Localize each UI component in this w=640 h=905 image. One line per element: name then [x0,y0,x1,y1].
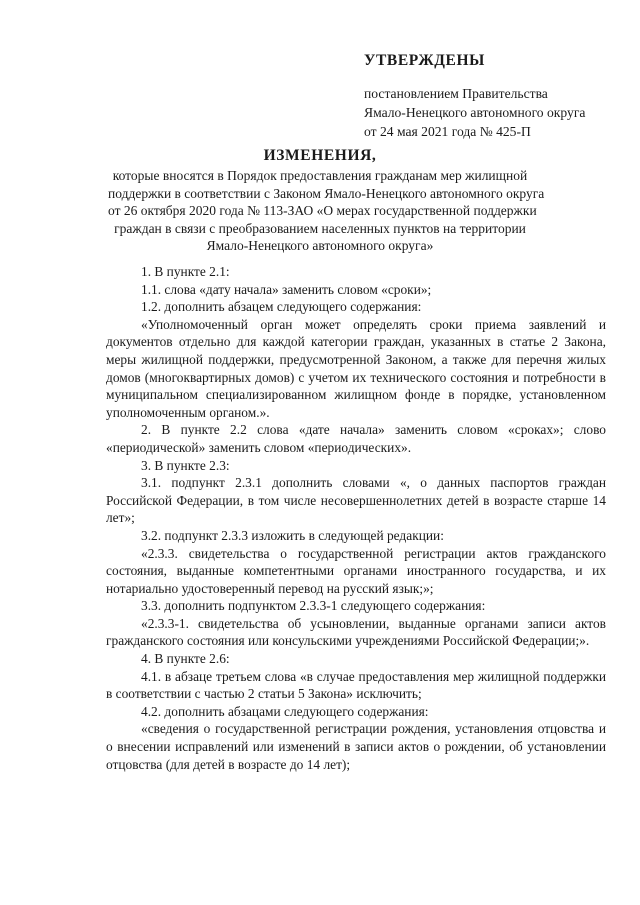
paragraph: 4.2. дополнить абзацами следующего содержания: [141,703,429,719]
paragraph: «2.3.3-1. свидетельства об усыновлении, выданные органами записи актов гражданского состояния или консульскими учреждениями Российской Федерации;». [106,615,606,649]
paragraph: 1.2. дополнить абзацем следующего содержания: [141,299,422,315]
subtitle-line: Ямало-Ненецкого автономного округа» [206,238,434,253]
paragraph: 3.1. подпункт 2.3.1 дополнить словами «, о данных паспортов граждан Российской Федерации, в том числе несовершеннолетних детей в возрасте старше 14 лет»; [106,475,606,526]
subtitle-line: от 26 октября 2020 года № 113-ЗАО «О мерах государственной поддержки [108,203,537,218]
approval-line: постановлением Правительства [364,86,548,101]
paragraph: «Уполномоченный орган может определять сроки приема заявлений и документов отдельно для каждой категории граждан, указанных в статье 2 Закона, меры жилищной поддержки, предусмотренной Законом, а также для перечня жилых домов (многоквартирных домов) с учетом их технического состояния и потребности в муниципальном специализированном жилищном фонде в порядке, установленном уполномоченным органом.». [106,316,606,420]
paragraph: 1.1. слова «дату начала» заменить словом «сроки»; [141,281,432,297]
document-title-block [108,146,545,255]
paragraph: 3.2. подпункт 2.3.3 изложить в следующей редакции: [141,527,444,543]
document-body [106,263,606,773]
subtitle-line: поддержки в соответствии с Законом Ямало-Ненецкого автономного округа [108,185,545,201]
approval-block [364,52,634,141]
paragraph: 1. В пункте 2.1: [141,264,230,279]
approval-heading: УТВЕРЖДЕНЫ [364,52,485,69]
paragraph: 4. В пункте 2.6: [141,651,230,667]
approval-line: Ямало-Ненецкого автономного округа [364,105,586,120]
subtitle-line: граждан в связи с преобразованием населенных пунктов на территории [114,220,526,236]
paragraph: «сведения о государственной регистрации рождения, установления отцовства и о внесении исправлений или изменений в записи актов о рождении, об установлении отцовства (для детей в возрасте до 14 лет); [106,721,606,772]
paragraph: 2. В пункте 2.2 слова «дате начала» заменить словом «сроках»; слово «периодической» заменить словом «периодических». [106,422,606,455]
paragraph: «2.3.3. свидетельства о государственной регистрации актов гражданского состояния, выданные компетентными органами иностранного государства, и их нотариально удостоверенный перевод на русский язык;»; [106,545,606,596]
paragraph: 3.3. дополнить подпунктом 2.3.3-1 следующего содержания: [141,598,486,614]
paragraph: 4.1. в абзаце третьем слова «в случае предоставления мер жилищной поддержки в соответствии с частью 2 статьи 5 Закона» исключить; [106,668,606,702]
approval-line: от 24 мая 2021 года № 425-П [364,124,531,139]
document-title: ИЗМЕНЕНИЯ, [263,147,377,164]
subtitle-line: которые вносятся в Порядок предоставления гражданам мер жилищной [112,168,528,183]
paragraph: 3. В пункте 2.3: [141,457,230,473]
